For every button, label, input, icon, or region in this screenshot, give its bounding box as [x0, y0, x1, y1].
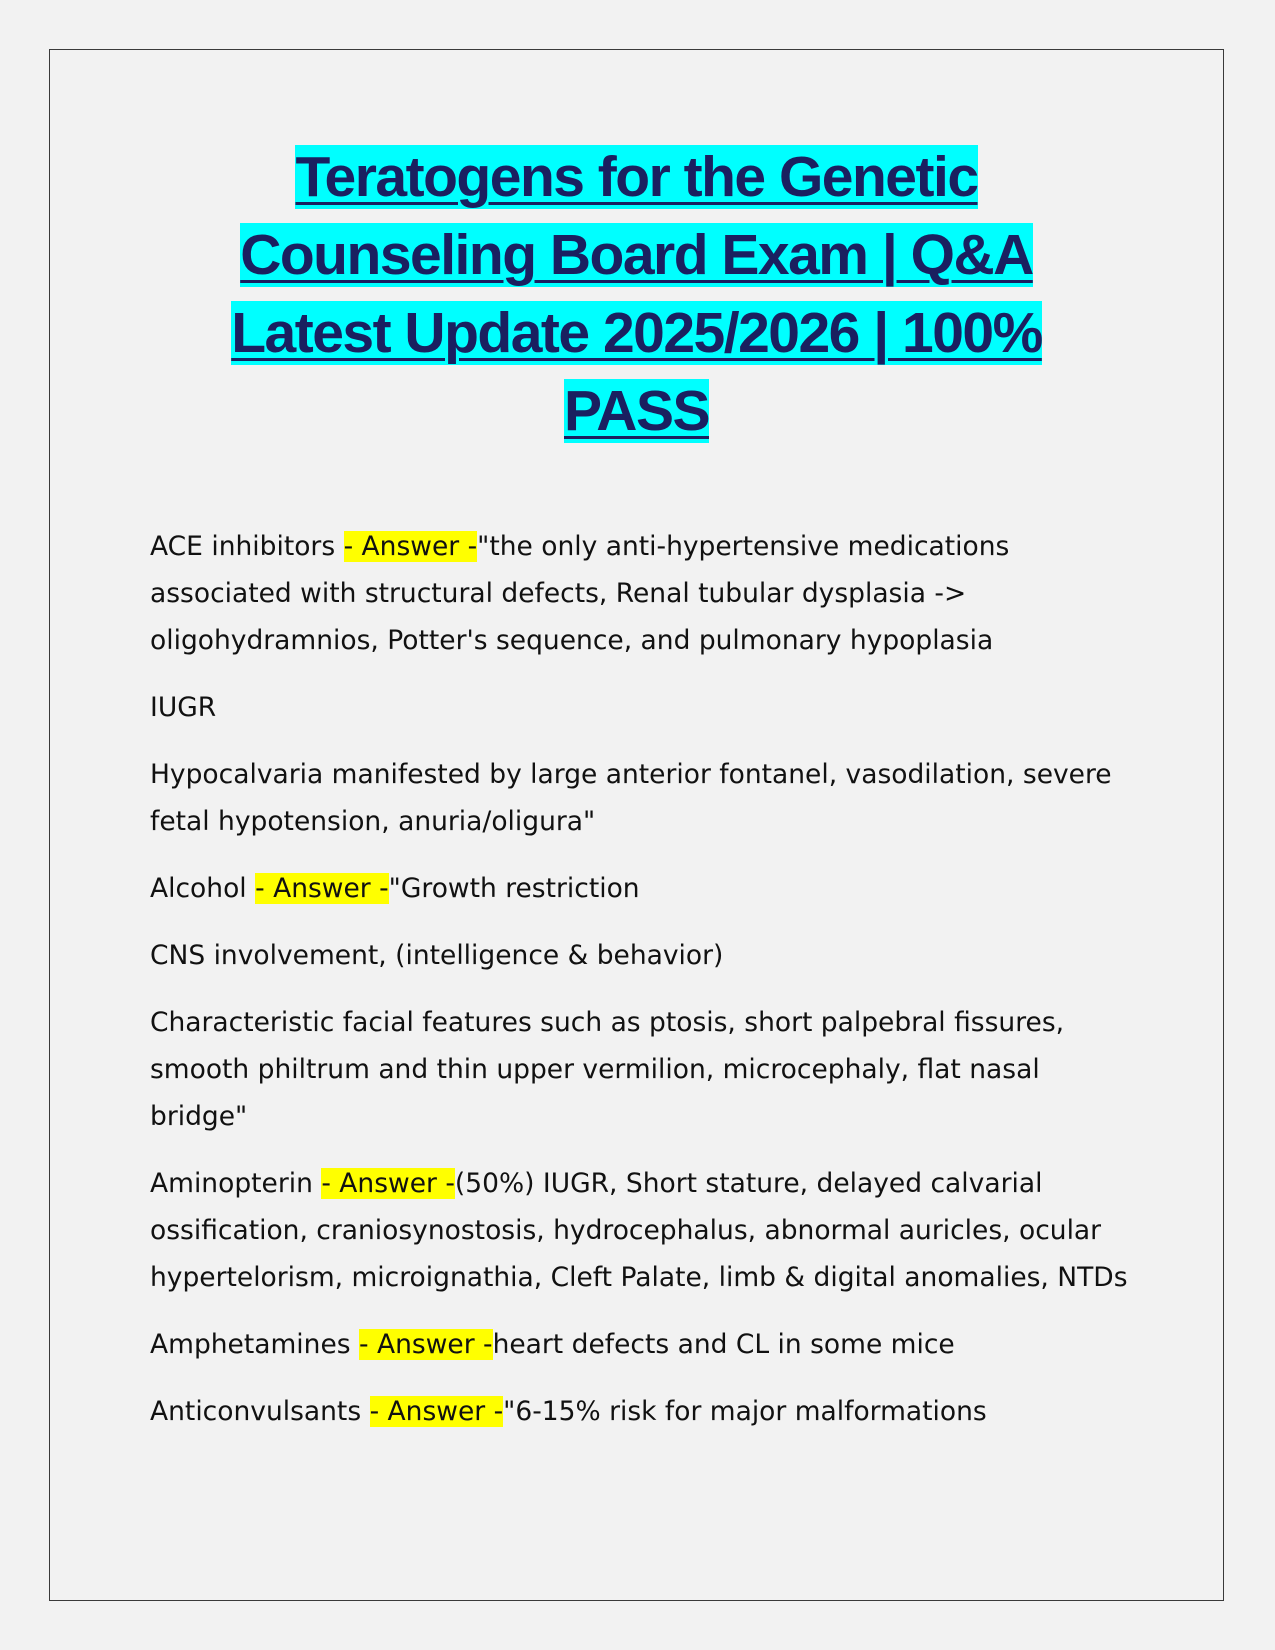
- term: Amphetamines: [150, 1329, 359, 1360]
- answer-text: "Growth restriction: [388, 873, 640, 904]
- qa-entry-alcohol: [150, 865, 1130, 912]
- answer-text: "the only anti-hypertensive medications associated with structural defects, Renal tubular dysplasia -> oligohydramnios, Potter's sequence, and pulmonary hypoplasia: [150, 531, 1010, 656]
- term: ACE inhibitors: [150, 531, 344, 562]
- answer-text: CNS involvement, (intelligence & behavior): [150, 940, 724, 971]
- qa-continuation: [150, 684, 1130, 731]
- term: Alcohol: [150, 873, 256, 904]
- document-title: [49, 138, 1224, 450]
- answer-marker: - Answer -: [321, 1168, 455, 1199]
- title-line-4: PASS: [564, 379, 709, 443]
- term: Aminopterin: [150, 1168, 322, 1199]
- answer-text: Hypocalvaria manifested by large anterior fontanel, vasodilation, severe fetal hypotension, anuria/oligura": [150, 759, 1112, 837]
- answer-text: IUGR: [150, 692, 217, 723]
- qa-content: [150, 523, 1130, 1455]
- answer-marker: - Answer -: [359, 1329, 493, 1360]
- title-line-2: Counseling Board Exam | Q&A: [240, 223, 1033, 287]
- qa-continuation: [150, 999, 1130, 1140]
- answer-marker: - Answer -: [343, 531, 478, 562]
- qa-continuation: [150, 932, 1130, 979]
- title-line-1: Teratogens for the Genetic: [295, 145, 978, 209]
- answer-text: Characteristic facial features such as ptosis, short palpebral fissures, smooth philtrum and thin upper vermilion, microcephaly, flat nasal bridge": [150, 1007, 1065, 1132]
- term: Anticonvulsants: [150, 1396, 370, 1427]
- qa-entry-anticonvulsants: [150, 1388, 1130, 1435]
- qa-entry-ace-inhibitors: [150, 523, 1130, 664]
- answer-text: "6-15% risk for major malformations: [503, 1396, 987, 1427]
- answer-text: heart defects and CL in some mice: [492, 1329, 955, 1360]
- answer-marker: - Answer -: [255, 873, 389, 904]
- answer-marker: - Answer -: [369, 1396, 504, 1427]
- title-line-3: Latest Update 2025/2026 | 100%: [231, 301, 1042, 365]
- qa-entry-aminopterin: [150, 1160, 1130, 1301]
- qa-continuation: [150, 751, 1130, 845]
- answer-text: (50%) IUGR, Short stature, delayed calvarial ossification, craniosynostosis, hydrocephalus, abnormal auricles, ocular hypertelorism, microignathia, Cleft Palate, limb & digital anomalies, NTDs: [150, 1168, 1128, 1293]
- qa-entry-amphetamines: [150, 1321, 1130, 1368]
